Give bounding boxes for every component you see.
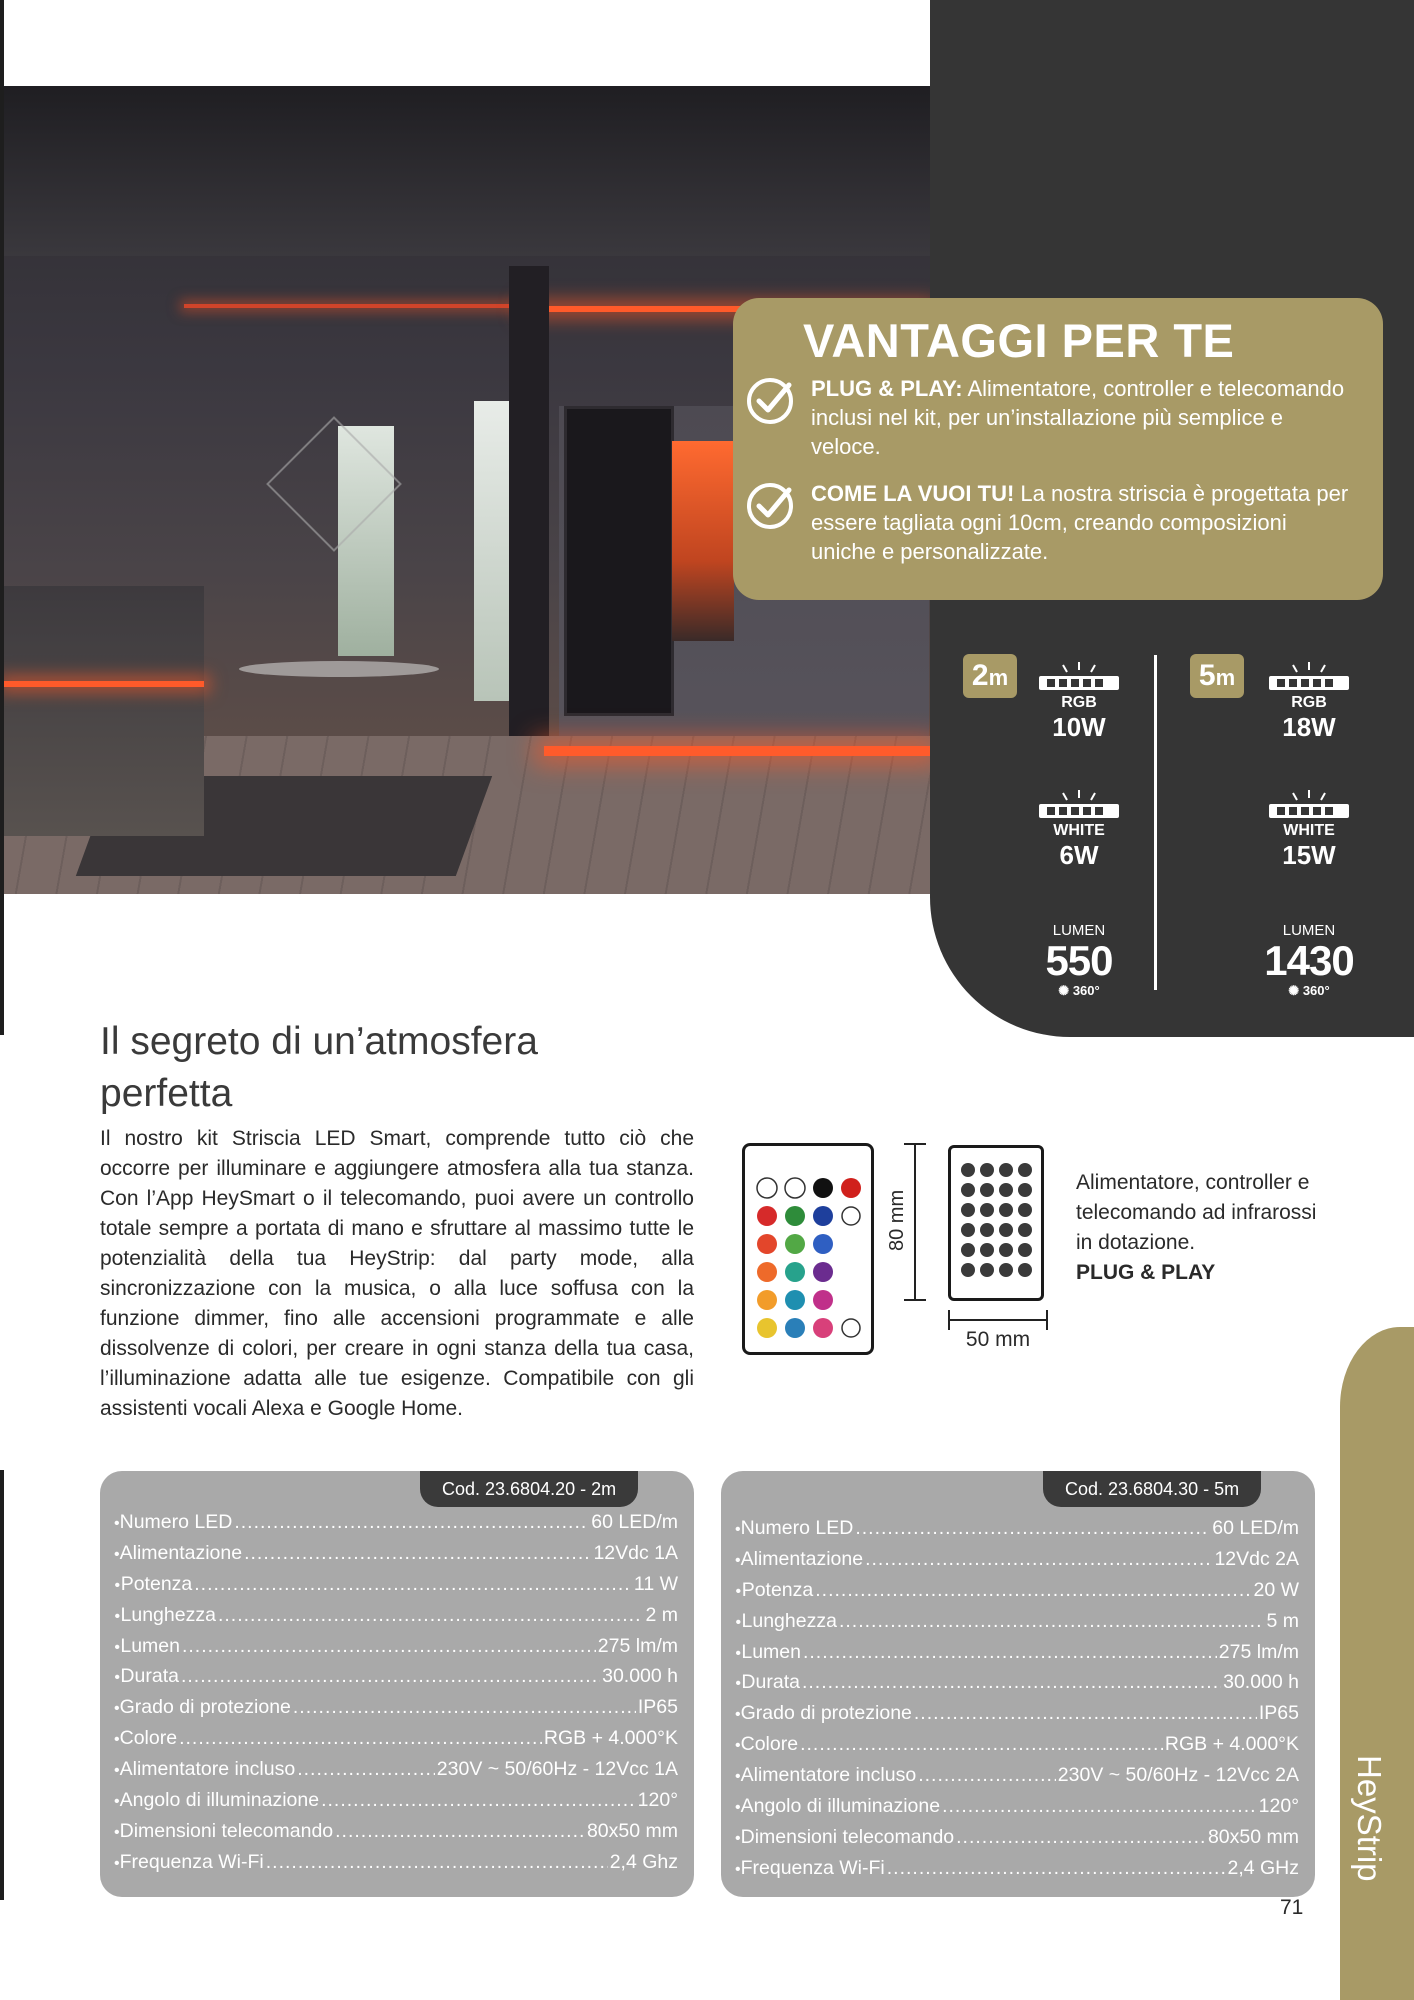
lumen-value: 550 <box>1045 937 1113 984</box>
led-strip-icon <box>1037 788 1121 822</box>
advantages-box <box>733 298 1383 600</box>
check-circle-icon <box>745 481 795 531</box>
variant-2m-rgb <box>1014 660 1144 742</box>
sun-icon: ✺ <box>1058 983 1070 998</box>
remote-buttons-icon <box>745 1146 877 1358</box>
spec-row: • Durata ..... 30.000 h <box>735 1671 1299 1702</box>
spec-row: • Lunghezza ..... 2 m <box>114 1604 678 1635</box>
height-dimension <box>886 1143 926 1301</box>
spec-row: • Dimensioni telecomando ..... 80x50 mm <box>735 1826 1299 1857</box>
length-badge-5m: 5m <box>1190 654 1244 698</box>
accessory-note <box>1076 1168 1336 1288</box>
white-watt: 15W <box>1282 840 1336 870</box>
spec-row: • Grado di protezione ..... IP65 <box>735 1702 1299 1733</box>
spec-row: • Durata ..... 30.000 h <box>114 1665 678 1696</box>
section-side-tab-label-wrap <box>1348 1755 1394 1895</box>
product-code: Cod. 23.6804.20 - 2m <box>420 1471 638 1507</box>
led-strip-icon <box>1037 660 1121 694</box>
spec-row: • Alimentatore incluso ..... 230V ~ 50/60Hz - 12Vcc 2A <box>735 1764 1299 1795</box>
spec-row: • Grado di protezione ..... IP65 <box>114 1696 678 1727</box>
spec-row: • Angolo di illuminazione ..... 120° <box>114 1789 678 1820</box>
lumen-label: LUMEN <box>1052 922 1106 939</box>
spec-row: • Numero LED ..... 60 LED/m <box>114 1511 678 1542</box>
section-side-tab-label: HeyStrip <box>1351 1755 1388 1882</box>
beam-angle: ✺ 360° <box>1288 983 1330 998</box>
remote-control-illustration <box>742 1143 874 1355</box>
spec-row: • Potenza ..... 11 W <box>114 1573 678 1604</box>
led-strip-icon <box>1267 660 1351 694</box>
lumen-label: LUMEN <box>1282 922 1336 939</box>
width-label: 50 mm <box>965 1328 1031 1351</box>
spec-row: • Alimentatore incluso ..... 230V ~ 50/60Hz - 12Vcc 1A <box>114 1758 678 1789</box>
length-badge-2m: 2m <box>963 654 1017 698</box>
spec-rows <box>735 1517 1299 1888</box>
spec-row: • Dimensioni telecomando ..... 80x50 mm <box>114 1820 678 1851</box>
white-watt: 6W <box>1059 840 1099 870</box>
sun-icon: ✺ <box>1288 983 1300 998</box>
led-strip-icon <box>1267 788 1351 822</box>
page-number: 71 <box>1280 1896 1304 1919</box>
ir-receiver-illustration <box>948 1145 1044 1301</box>
advantage-item-custom <box>811 479 1353 566</box>
advantage-text: La nostra striscia è progettata per essere tagliata ogni 10cm, creando composizioni uniche e personalizzate. <box>811 481 1349 564</box>
variant-5m-lumen <box>1244 922 1374 999</box>
spec-row: • Alimentazione ..... 12Vdc 2A <box>735 1548 1299 1579</box>
spec-row: • Lumen ..... 275 lm/m <box>114 1635 678 1666</box>
receiver-grid-icon <box>951 1148 1041 1298</box>
spec-row: • Lunghezza ..... 5 m <box>735 1610 1299 1641</box>
spec-row: • Numero LED ..... 60 LED/m <box>735 1517 1299 1548</box>
beam-angle: ✺ 360° <box>1058 983 1100 998</box>
advantage-title: PLUG & PLAY: <box>811 376 963 401</box>
advantage-text: Alimentatore, controller e telecomando inclusi nel kit, per un’installazione più semplice e veloce. <box>811 376 1345 459</box>
spec-table-5m <box>721 1471 1315 1897</box>
variant-5m-rgb <box>1244 660 1374 742</box>
spec-row: • Potenza ..... 20 W <box>735 1579 1299 1610</box>
page-edge-line-lower <box>0 1470 4 1900</box>
check-circle-icon <box>745 376 795 426</box>
spec-row: • Angolo di illuminazione ..... 120° <box>735 1795 1299 1826</box>
advantages-title: VANTAGGI PER TE <box>803 314 1235 367</box>
spec-table-2m <box>100 1471 694 1897</box>
spec-row: • Lumen ..... 275 lm/m <box>735 1641 1299 1672</box>
spec-row: • Frequenza Wi-Fi ..... 2,4 GHz <box>735 1857 1299 1888</box>
variant-5m-white <box>1244 788 1374 870</box>
product-code: Cod. 23.6804.30 - 5m <box>1043 1471 1261 1507</box>
height-label: 80 mm <box>886 1186 909 1255</box>
advantage-item-plug-play <box>811 374 1353 461</box>
spec-row: • Frequenza Wi-Fi ..... 2,4 Ghz <box>114 1851 678 1882</box>
rgb-label: RGB <box>1291 694 1327 711</box>
spec-row: • Alimentazione ..... 12Vdc 1A <box>114 1542 678 1573</box>
variant-divider <box>1154 655 1157 990</box>
spec-row: • Colore ..... RGB + 4.000°K <box>735 1733 1299 1764</box>
rgb-label: RGB <box>1061 694 1097 711</box>
accessory-note-text: Alimentatore, controller e telecomando ad infrarossi in dotazione. <box>1076 1171 1317 1254</box>
rgb-watt: 10W <box>1052 712 1106 742</box>
spec-row: • Colore ..... RGB + 4.000°K <box>114 1727 678 1758</box>
page-headline: Il segreto di un’atmosfera perfetta <box>100 1020 538 1115</box>
white-label: WHITE <box>1283 822 1335 839</box>
accessory-note-bold: PLUG & PLAY <box>1076 1261 1216 1284</box>
section-side-tab <box>1340 1327 1414 2000</box>
lumen-value: 1430 <box>1264 937 1354 984</box>
product-description: Il nostro kit Striscia LED Smart, comprende tutto ciò che occorre per illuminare e aggiungere atmosfera alla tua stanza. Con l’App HeySmart o il telecomando, puoi avere un controllo totale sempre a portata di mano e sfruttare al massimo tutte le potenzialità della tua HeyStrip: dal party mode, alla sincronizzazione con la musica, o alla luce soffusa con la funzione dimmer, fino alle accensioni programmate e alle dissolvenze di colori, per creare in ogni stanza della tua casa, l’illuminazione adatta alle tue esigenze. Compatibile con gli assistenti vocali Alexa e Google Home. <box>100 1127 694 1420</box>
variant-2m-white <box>1014 788 1144 870</box>
variant-2m-lumen <box>1014 922 1144 999</box>
advantage-title: COME LA VUOI TU! <box>811 481 1015 506</box>
rgb-watt: 18W <box>1282 712 1336 742</box>
white-label: WHITE <box>1053 822 1105 839</box>
spec-rows <box>114 1511 678 1882</box>
